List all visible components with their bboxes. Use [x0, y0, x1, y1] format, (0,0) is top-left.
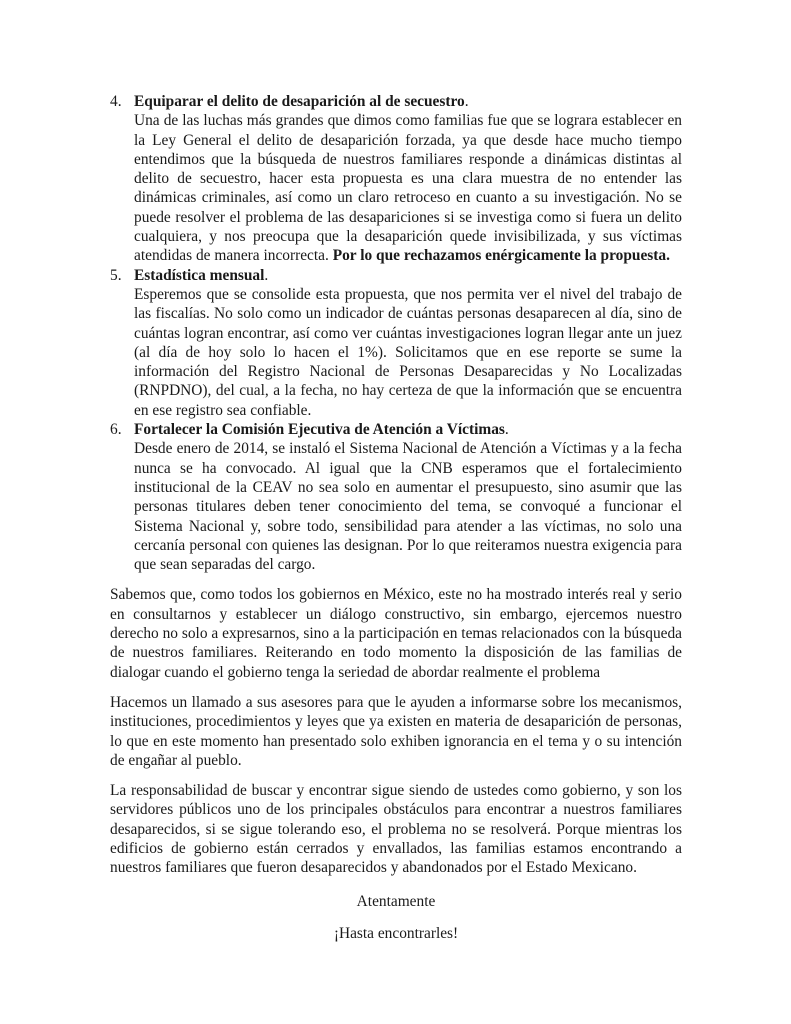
- item-number: 4.: [110, 93, 122, 110]
- closing-text: Atentamente: [356, 892, 436, 910]
- list-item: [110, 266, 682, 420]
- paragraph: Hacemos un llamado a sus asesores para que le ayuden a informarse sobre los mecanismos, instituciones, procedimientos y leyes que ya existen en materia de desaparición de personas, lo que en este momento han presentado solo exhiben ignorancia en el tema y o su intención de engañar al pueblo.: [110, 693, 682, 769]
- item-title: Fortalecer la Comisión Ejecutiva de Atención a Víctimas.: [134, 421, 509, 439]
- item-body: Esperemos que se consolide esta propuesta, que nos permita ver el nivel del trabajo de las fiscalías. No solo como un indicador de cuántas personas desaparecen al día, sino de cuántas logran encontrar, así como ver cuántas investigaciones logran llegar ante un juez (al día de hoy solo lo hacen el 1%). Solicitamos que en ese reporte se sume la información del Registro Nacional de Personas Desaparecidas y No Localizadas (RNPDNO), del cual, a la fecha, no hay certeza de que la información que se encuentra en ese registro sea confiable.: [134, 285, 682, 419]
- item-body-bold: Por lo que rechazamos enérgicamente la propuesta.: [332, 247, 670, 265]
- item-body: Una de las luchas más grandes que dimos como familias fue que se lograra establecer en la Ley General el delito de desaparición forzada, ya que desde hace mucho tiempo entendimos que la búsqueda de nuestros familiares responde a dinámicas distintas al delito de secuestro, hacer esta propuesta es una clara muestra de no entender las dinámicas criminales, así como un claro retroceso en cuanto a su investigación. No se puede resolver el problema de las desapariciones si se investiga como si fuera un delito cualquiera, y nos preocupa que la desaparición quede invisibilizada, y sus víctimas atendidas de manera incorrecta. Por lo que rechazamos enérgicamente la propuesta.: [134, 112, 682, 265]
- slogan-text: ¡Hasta encontrarles!: [333, 924, 459, 942]
- item-number: 6.: [110, 421, 122, 439]
- paragraph: Sabemos que, como todos los gobiernos en México, este no ha mostrado interés real y serio en consultarnos y establecer un diálogo constructivo, sin embargo, ejercemos nuestro derecho no solo a expresarnos, sino a la participación en temas relacionados con la búsqueda de nuestros familiares. Reiterando en todo momento la disposición de las familias de dialogar cuando el gobierno tenga la seriedad de abordar realmente el problema: [110, 586, 682, 681]
- paragraph: La responsabilidad de buscar y encontrar sigue siendo de ustedes como gobierno, y son los servidores públicos uno de los principales obstáculos para encontrar a nuestros familiares desaparecidos, si se sigue tolerando eso, el problema no se resolverá. Porque mientras los edificios de gobierno están cerrados y envallados, las familias estamos encontrando a nuestros familiares que fueron desaparecidos y abandonados por el Estado Mexicano.: [110, 782, 682, 877]
- document-page: [110, 92, 682, 943]
- list-item: [110, 420, 682, 574]
- item-title: Equiparar el delito de desaparición al de secuestro.: [134, 93, 469, 110]
- item-number: 5.: [110, 266, 122, 284]
- demands-list: [110, 92, 682, 574]
- list-item: [110, 92, 682, 266]
- item-body: Desde enero de 2014, se instaló el Sistema Nacional de Atención a Víctimas y a la fecha nunca se ha convocado. Al igual que la CNB esperamos que el fortalecimiento institucional de la CEAV no sea solo en aumentar el presupuesto, sino asumir que las personas titulares deben tener conocimiento del tema, se convoqué a funcionar el Sistema Nacional y, sobre todo, sensibilidad para atender a las víctimas, no solo una cercanía personal con quienes las designan. Por lo que reiteramos nuestra exigencia para que sean separadas del cargo.: [134, 440, 682, 574]
- item-title: Estadística mensual.: [134, 266, 269, 284]
